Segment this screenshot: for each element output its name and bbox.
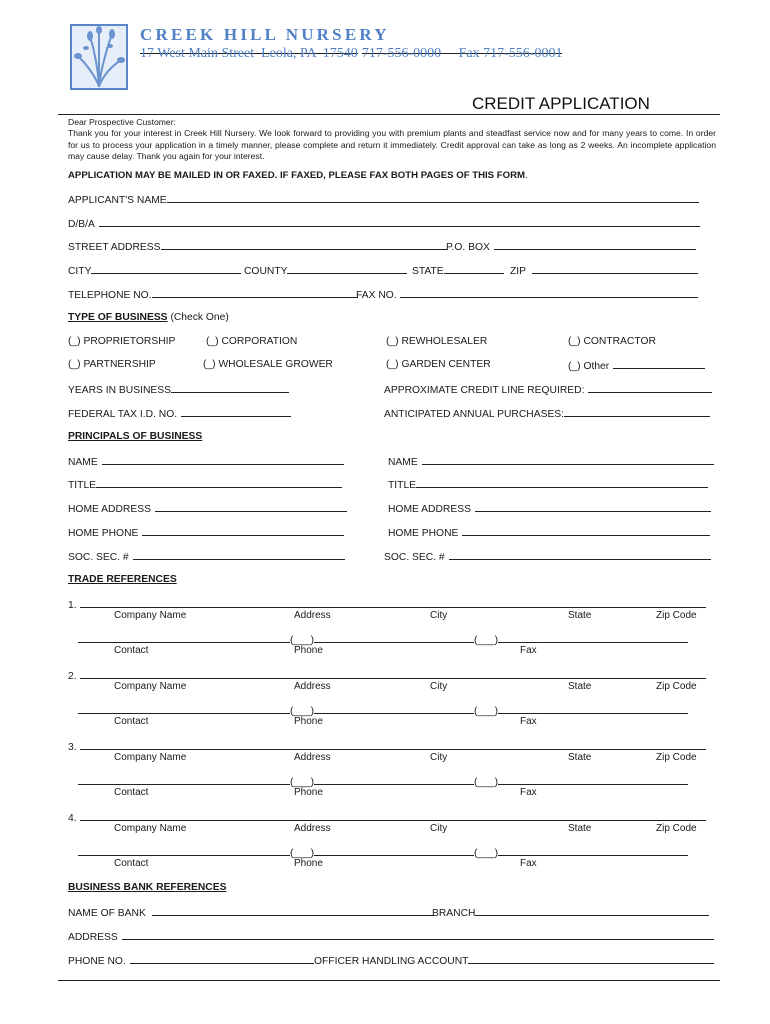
county-line[interactable] [287, 264, 407, 274]
principal1-home-phone-label: HOME PHONE [68, 528, 139, 539]
trade-ref-3-zip-label: Zip Code [656, 752, 697, 763]
principal2-home-address-line[interactable] [475, 502, 711, 512]
company-name: CREEK HILL NURSERY [140, 25, 390, 44]
trade-ref-1-address-label: Address [294, 610, 331, 621]
option-partnership[interactable]: (_) PARTNERSHIP [68, 359, 156, 370]
applicant-name-field[interactable] [68, 193, 699, 207]
trade-ref-4-phone-paren: (___) [290, 848, 315, 859]
street-address-line[interactable] [161, 240, 447, 250]
zip-line[interactable] [532, 264, 698, 274]
option-other[interactable]: (_) Other [568, 361, 610, 372]
principal1-name-line[interactable] [102, 455, 344, 465]
trade-ref-2-phone-paren: (___) [290, 706, 315, 717]
principal1-title-line[interactable] [96, 478, 342, 488]
branch-label: BRANCH [432, 908, 476, 919]
principal1-home-address-line[interactable] [155, 502, 347, 512]
option-proprietorship[interactable]: (_) PROPRIETORSHIP [68, 336, 176, 347]
trade-ref-2-contact-line[interactable] [78, 704, 290, 714]
trade-ref-4-contact-label: Contact [114, 858, 149, 869]
bottom-divider [58, 980, 720, 981]
bank-name-line[interactable] [152, 906, 434, 916]
trade-ref-2-fax-paren: (___) [474, 706, 499, 717]
officer-label: OFFICER HANDLING ACCOUNT [314, 956, 469, 967]
business-type-heading-row [68, 312, 229, 324]
trade-ref-4-phone-line[interactable] [314, 846, 474, 856]
principal2-title-field[interactable] [388, 478, 708, 492]
trade-ref-3-phone-line[interactable] [314, 775, 474, 785]
trade-ref-4-phone-label: Phone [294, 858, 323, 869]
principal1-home-address-label: HOME ADDRESS [68, 504, 151, 515]
trade-ref-3-city-label: City [430, 752, 448, 763]
po-box-label: P.O. BOX [446, 242, 490, 253]
principal2-home-address-label: HOME ADDRESS [388, 504, 471, 515]
company-header [140, 26, 562, 62]
branch-line[interactable] [475, 906, 709, 916]
bank-phone-label: PHONE NO. [68, 956, 126, 967]
option-other-line[interactable] [613, 359, 705, 369]
dba-field[interactable] [68, 217, 700, 231]
notice-period: . [524, 170, 528, 181]
state-field[interactable] [412, 264, 504, 278]
mail-fax-notice [68, 170, 528, 182]
nursery-logo-icon [70, 24, 128, 90]
principal2-title-line[interactable] [416, 478, 708, 488]
bank-references-heading: BUSINESS BANK REFERENCES [68, 882, 227, 893]
tax-id-label: FEDERAL TAX I.D. NO. [68, 409, 178, 420]
trade-ref-1-fax-label: Fax [520, 645, 537, 656]
trade-ref-1-state-label: State [568, 610, 592, 621]
zip-field[interactable] [510, 264, 698, 278]
trade-ref-3-contact-row[interactable] [78, 775, 688, 789]
dba-label: D/B/A [68, 219, 95, 230]
page-title: CREDIT APPLICATION [472, 94, 650, 113]
street-address-label: STREET ADDRESS [68, 242, 161, 253]
trade-ref-4-address-label: Address [294, 823, 331, 834]
state-line[interactable] [444, 264, 504, 274]
trade-ref-1-contact-line[interactable] [78, 633, 290, 643]
years-in-business-field[interactable] [68, 383, 289, 397]
state-label: STATE [412, 266, 444, 277]
company-address: 17 West Main Street Leola, PA 17540 [140, 46, 358, 61]
bank-address-field[interactable] [68, 930, 714, 944]
trade-ref-2-fax-line[interactable] [498, 704, 688, 714]
trade-ref-2-company-line[interactable] [80, 669, 706, 679]
trade-ref-1-phone-paren: (___) [290, 635, 315, 646]
option-corporation[interactable]: (_) CORPORATION [206, 336, 298, 347]
title-divider [58, 114, 720, 115]
principal2-home-phone-line[interactable] [462, 526, 710, 536]
bank-phone-line[interactable] [130, 954, 314, 964]
trade-ref-2-contact-row[interactable] [78, 704, 688, 718]
applicant-name-line[interactable] [167, 193, 699, 203]
tax-id-line[interactable] [181, 407, 291, 417]
notice-text: APPLICATION MAY BE MAILED IN OR FAXED. IF FAXED, PLEASE FAX BOTH PAGES OF THIS FORM [68, 170, 525, 181]
trade-ref-4-contact-row[interactable] [78, 846, 688, 860]
trade-ref-4-company-name-label: Company Name [114, 823, 187, 834]
principal1-home-phone-line[interactable] [142, 526, 344, 536]
trade-ref-2-state-label: State [568, 681, 592, 692]
principal2-name-field[interactable] [388, 455, 714, 469]
trade-ref-4-fax-paren: (___) [474, 848, 499, 859]
principal1-home-phone-field[interactable] [68, 526, 344, 540]
principal2-name-line[interactable] [422, 455, 714, 465]
trade-ref-3-fax-label: Fax [520, 787, 537, 798]
telephone-label: TELEPHONE NO. [68, 290, 152, 301]
trade-ref-4-fax-line[interactable] [498, 846, 688, 856]
trade-ref-3-state-label: State [568, 752, 592, 763]
trade-ref-1-company-name-label: Company Name [114, 610, 187, 621]
trade-ref-2-phone-label: Phone [294, 716, 323, 727]
trade-ref-4-contact-line[interactable] [78, 846, 290, 856]
intro-body: Thank you for your interest in Creek Hill Nursery. We look forward to providing you with premium plants and steadfast service now and for many years to come. In order for us to process your application in a timely manner, please complete and return it immediately. Credit approval can take as long as 2 weeks. An incomplete application may cause delay. Thank you again for your interest. [68, 128, 716, 161]
officer-field[interactable] [314, 954, 714, 968]
years-in-business-line[interactable] [171, 383, 289, 393]
bank-name-label: NAME OF BANK [68, 908, 146, 919]
trade-ref-2-fax-label: Fax [520, 716, 537, 727]
principal2-home-address-field[interactable] [388, 502, 711, 516]
principals-heading: PRINCIPALS OF BUSINESS [68, 431, 203, 442]
principal1-ssn-label: SOC. SEC. # [68, 552, 129, 563]
company-phones: 717-556-0000 Fax 717-556-0001 [361, 46, 563, 61]
trade-ref-2-zip-label: Zip Code [656, 681, 697, 692]
trade-references-heading: TRADE REFERENCES [68, 574, 177, 585]
option-wholesale-grower[interactable]: (_) WHOLESALE GROWER [203, 359, 333, 370]
tax-id-field[interactable] [68, 407, 291, 421]
trade-ref-1-company-line[interactable] [80, 598, 706, 608]
bank-address-line[interactable] [122, 930, 714, 940]
county-field[interactable] [244, 264, 407, 278]
trade-ref-2-number: 2. [68, 671, 77, 682]
annual-purchases-label: ANTICIPATED ANNUAL PURCHASES: [384, 409, 565, 420]
trade-ref-2-contact-label: Contact [114, 716, 149, 727]
principal2-title-label: TITLE [388, 480, 417, 491]
trade-ref-2-city-label: City [430, 681, 448, 692]
principal2-ssn-field[interactable] [384, 550, 711, 564]
city-line[interactable] [91, 264, 241, 274]
telephone-line[interactable] [152, 288, 358, 298]
principal1-name-field[interactable] [68, 455, 344, 469]
trade-ref-2-phone-line[interactable] [314, 704, 474, 714]
years-in-business-label: YEARS IN BUSINESS [68, 385, 171, 396]
principal1-ssn-field[interactable] [68, 550, 345, 564]
trade-ref-3-fax-line[interactable] [498, 775, 688, 785]
trade-ref-1-city-label: City [430, 610, 448, 621]
trade-ref-1-contact-label: Contact [114, 645, 149, 656]
option-rewholesaler[interactable]: (_) REWHOLESALER [386, 336, 488, 347]
trade-ref-1-zip-label: Zip Code [656, 610, 697, 621]
principal1-home-address-field[interactable] [68, 502, 347, 516]
fax-field[interactable] [356, 288, 698, 302]
trade-ref-4-zip-label: Zip Code [656, 823, 697, 834]
officer-line[interactable] [468, 954, 714, 964]
principal2-name-label: NAME [388, 457, 418, 468]
applicant-name-label: APPLICANT'S NAME [68, 195, 167, 206]
trade-ref-1-contact-row[interactable] [78, 633, 688, 647]
po-box-line[interactable] [494, 240, 696, 250]
annual-purchases-line[interactable] [564, 407, 710, 417]
bank-address-label: ADDRESS [68, 932, 118, 943]
option-other-field[interactable] [568, 359, 705, 373]
zip-label: ZIP [510, 266, 527, 277]
principal1-title-field[interactable] [68, 478, 342, 492]
credit-line-label: APPROXIMATE CREDIT LINE REQUIRED: [384, 385, 585, 396]
city-field[interactable] [68, 264, 241, 278]
branch-field[interactable] [432, 906, 709, 920]
option-contractor[interactable]: (_) CONTRACTOR [568, 336, 656, 347]
trade-ref-1-number: 1. [68, 600, 77, 611]
po-box-field[interactable] [446, 240, 696, 254]
bank-phone-field[interactable] [68, 954, 314, 968]
credit-line-line[interactable] [588, 383, 712, 393]
street-address-field[interactable] [68, 240, 447, 254]
trade-ref-4-company-line[interactable] [80, 811, 706, 821]
bank-name-field[interactable] [68, 906, 434, 920]
principal1-ssn-line[interactable] [133, 550, 345, 560]
intro-salutation: Dear Prospective Customer: [68, 117, 176, 127]
dba-line[interactable] [99, 217, 700, 227]
trade-ref-1-fax-line[interactable] [498, 633, 688, 643]
trade-ref-1-phone-line[interactable] [314, 633, 474, 643]
credit-line-field[interactable] [384, 383, 712, 397]
principal1-name-label: NAME [68, 457, 98, 468]
trade-ref-1-phone-label: Phone [294, 645, 323, 656]
telephone-field[interactable] [68, 288, 358, 302]
trade-ref-3-contact-line[interactable] [78, 775, 290, 785]
trade-ref-2-address-label: Address [294, 681, 331, 692]
business-type-heading: TYPE OF BUSINESS [68, 312, 168, 323]
trade-ref-3-company-line[interactable] [80, 740, 706, 750]
option-garden-center[interactable]: (_) GARDEN CENTER [386, 359, 491, 370]
annual-purchases-field[interactable] [384, 407, 710, 421]
trade-ref-3-phone-label: Phone [294, 787, 323, 798]
principal2-home-phone-label: HOME PHONE [388, 528, 459, 539]
trade-ref-4-fax-label: Fax [520, 858, 537, 869]
trade-ref-3-phone-paren: (___) [290, 777, 315, 788]
trade-ref-3-number: 3. [68, 742, 77, 753]
trade-ref-3-address-label: Address [294, 752, 331, 763]
principal2-ssn-label: SOC. SEC. # [384, 552, 445, 563]
county-label: COUNTY [244, 266, 288, 277]
trade-ref-4-state-label: State [568, 823, 592, 834]
trade-ref-1-fax-paren: (___) [474, 635, 499, 646]
trade-ref-3-company-name-label: Company Name [114, 752, 187, 763]
trade-ref-3-fax-paren: (___) [474, 777, 499, 788]
principal2-ssn-line[interactable] [449, 550, 711, 560]
fax-label: FAX NO. [356, 290, 397, 301]
trade-ref-3-contact-label: Contact [114, 787, 149, 798]
trade-ref-2-company-name-label: Company Name [114, 681, 187, 692]
business-type-hint: (Check One) [170, 312, 229, 323]
fax-line[interactable] [400, 288, 698, 298]
trade-ref-4-city-label: City [430, 823, 448, 834]
city-label: CITY [68, 266, 92, 277]
trade-ref-4-number: 4. [68, 813, 77, 824]
principal1-title-label: TITLE [68, 480, 97, 491]
principal2-home-phone-field[interactable] [388, 526, 710, 540]
